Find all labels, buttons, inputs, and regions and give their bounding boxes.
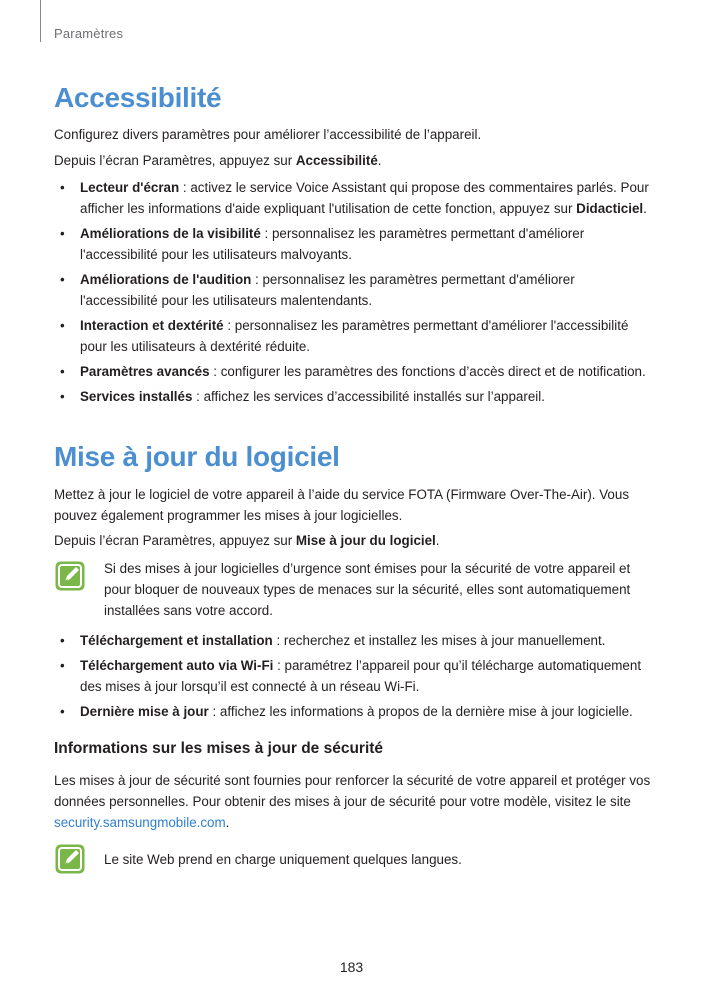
security-site-link[interactable]: security.samsungmobile.com bbox=[54, 815, 226, 830]
accessibility-nav: Depuis l’écran Paramètres, appuyez sur Accessibilité. bbox=[54, 153, 382, 168]
accessibility-title: Accessibilité bbox=[54, 82, 222, 113]
header-rule bbox=[40, 0, 41, 42]
list-item: • Téléchargement et installation : recherchez et installez les mises à jour manuellement. bbox=[60, 633, 606, 648]
security-note-text: Si des mises à jour logicielles d’urgence sont émises pour la sécurité de votre appareil et pour bloquer de nouveaux types de menaces sur la sécurité, elles sont automatiquement installées sans votre accord. bbox=[104, 561, 631, 618]
accessibility-intro: Configurez divers paramètres pour améliorer l’accessibilité de l’appareil. bbox=[54, 127, 482, 142]
list-item: • Interaction et dextérité : personnalisez les paramètres permettant d'améliorer l'accessibilité pour les utilisateurs à dextérité réduite. bbox=[60, 318, 629, 354]
security-updates-title: Informations sur les mises à jour de sécurité bbox=[54, 740, 384, 757]
software-update-title: Mise à jour du logiciel bbox=[54, 441, 340, 472]
list-item: • Services installés : affichez les services d’accessibilité installés sur l’appareil. bbox=[60, 389, 545, 404]
list-item: • Paramètres avancés : configurer les paramètres des fonctions d’accès direct et de notification. bbox=[60, 364, 646, 379]
running-header: Paramètres bbox=[54, 26, 124, 41]
security-updates-body: Les mises à jour de sécurité sont fournies pour renforcer la sécurité de votre appareil et protéger vos données personnelles. Pour obtenir des mises à jour de sécurité pour votre modèle, visitez le site security.samsungmobile.com. bbox=[54, 773, 651, 830]
accessibility-menu-path: Accessibilité bbox=[295, 153, 378, 168]
accessibility-options-list bbox=[54, 177, 654, 411]
list-item: • Améliorations de l'audition : personnalisez les paramètres permettant d'améliorer l'accessibilité pour les utilisateurs malentendants. bbox=[60, 272, 575, 308]
list-item: • Téléchargement auto via Wi-Fi : paramétrez l’appareil pour qu’il télécharge automatiquement des mises à jour lorsqu’il est connecté à un réseau Wi-Fi. bbox=[60, 658, 642, 694]
page-number: 183 bbox=[339, 959, 364, 975]
list-item: • Dernière mise à jour : affichez les informations à propos de la dernière mise à jour logicielle. bbox=[60, 704, 633, 719]
pencil-note-icon bbox=[54, 843, 86, 875]
list-item: • Lecteur d'écran : activez le service Voice Assistant qui propose des commentaires parlés. Pour afficher les informations d'aide expliquant l'utilisation de cette fonction, appuyez sur Didacticiel. bbox=[60, 180, 649, 216]
software-update-menu-path: Mise à jour du logiciel bbox=[295, 533, 436, 548]
pencil-note-icon bbox=[54, 560, 86, 592]
software-update-intro: Mettez à jour le logiciel de votre appareil à l’aide du service FOTA (Firmware Over-The-Air). Vous pouvez également programmer les mises à jour logicielles. bbox=[54, 487, 630, 523]
software-update-nav: Depuis l’écran Paramètres, appuyez sur Mise à jour du logiciel. bbox=[54, 533, 440, 548]
list-item: • Améliorations de la visibilité : personnalisez les paramètres permettant d'améliorer l'accessibilité pour les utilisateurs malvoyants. bbox=[60, 226, 585, 262]
language-note-text: Le site Web prend en charge uniquement quelques langues. bbox=[104, 852, 462, 867]
software-update-options-list bbox=[54, 630, 654, 726]
